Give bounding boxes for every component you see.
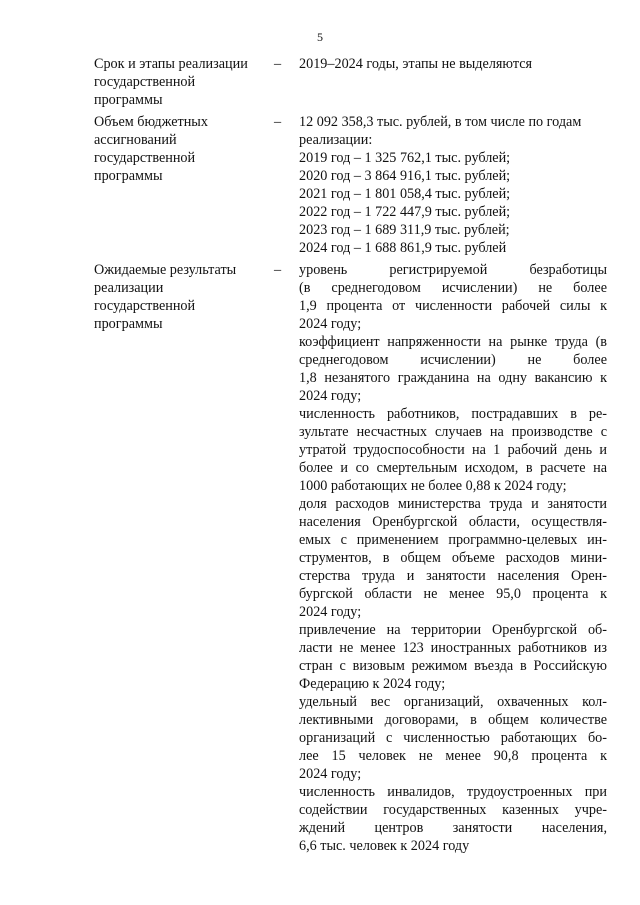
value-line: населения Оренбургской области, осуществля- xyxy=(299,514,607,530)
value-line: коэффициент напряженности на рынке труда (в xyxy=(299,334,607,350)
label-line: Объем бюджетных xyxy=(94,114,208,130)
value-line: удельный вес организаций, охваченных кол- xyxy=(299,694,607,710)
value-line: численность инвалидов, трудоустроенных при xyxy=(299,784,607,800)
value-line: реализации: xyxy=(299,132,373,148)
value-line: стран с визовым режимом въезда в Российскую xyxy=(299,658,607,674)
value-line: струментов, в общем объеме расходов мини- xyxy=(299,550,607,566)
value-line: среднегодовом исчислении) не более xyxy=(299,352,607,368)
row-label xyxy=(94,261,266,333)
row-dash: – xyxy=(274,56,282,72)
value-line: стерства труда и занятости населения Орен- xyxy=(299,568,607,584)
value-line: более и со смертельным исходом, в расчете на xyxy=(299,460,607,476)
label-line: реализации xyxy=(94,280,164,296)
row-value xyxy=(299,113,607,257)
value-line: 2021 год – 1 801 058,4 тыс. рублей; xyxy=(299,186,511,202)
value-line: численность работников, пострадавших в ре- xyxy=(299,406,607,422)
value-line: Федерацию к 2024 году; xyxy=(299,676,446,692)
row-label xyxy=(94,113,266,185)
label-line: программы xyxy=(94,92,163,108)
value-line: привлечение на территории Оренбургской об- xyxy=(299,622,607,638)
value-line: 2019–2024 годы, этапы не выделяются xyxy=(299,56,533,72)
value-line: ласти не менее 123 иностранных работников из xyxy=(299,640,607,656)
value-line: содействии государственных казенных учре- xyxy=(299,802,607,818)
value-line: 6,6 тыс. человек к 2024 году xyxy=(299,838,470,854)
label-line: государственной xyxy=(94,150,196,166)
value-line: 2022 год – 1 722 447,9 тыс. рублей; xyxy=(299,204,511,220)
value-line: уровень регистрируемой безработицы xyxy=(299,262,607,278)
value-line: 2024 год – 1 688 861,9 тыс. рублей xyxy=(299,240,507,256)
value-line: лее 15 человек не менее 90,8 процента к xyxy=(299,748,607,764)
label-line: ассигнований xyxy=(94,132,177,148)
value-line: 2024 году; xyxy=(299,388,362,404)
value-line: 1000 работающих не более 0,88 к 2024 году; xyxy=(299,478,567,494)
value-line: емых с применением программно-целевых ин- xyxy=(299,532,607,548)
value-line: 2020 год – 3 864 916,1 тыс. рублей; xyxy=(299,168,511,184)
value-line: 1,8 незанятого гражданина на одну вакансию к xyxy=(299,370,607,386)
row-value xyxy=(299,55,607,73)
label-line: государственной xyxy=(94,298,196,314)
value-line: лективными договорами, в общем количестве xyxy=(299,712,607,728)
value-line: 2024 году; xyxy=(299,604,362,620)
label-line: программы xyxy=(94,316,163,332)
value-line: 2024 году; xyxy=(299,766,362,782)
value-line: зультате несчастных случаев на производстве с xyxy=(299,424,607,440)
row-value xyxy=(299,261,607,855)
value-line: доля расходов министерства труда и занятости xyxy=(299,496,607,512)
value-line: бургской области не менее 95,0 процента к xyxy=(299,586,607,602)
value-line: организаций с численностью работающих бо- xyxy=(299,730,607,746)
label-line: государственной xyxy=(94,74,196,90)
row-dash: – xyxy=(274,262,282,278)
row-label xyxy=(94,55,266,109)
value-line: 2024 году; xyxy=(299,316,362,332)
label-line: Срок и этапы реализации xyxy=(94,56,248,72)
page-number: 5 xyxy=(317,30,323,44)
value-line: 12 092 358,3 тыс. рублей, в том числе по годам xyxy=(299,114,582,130)
label-line: программы xyxy=(94,168,163,184)
label-line: Ожидаемые результаты xyxy=(94,262,237,278)
row-dash: – xyxy=(274,114,282,130)
value-line: 2019 год – 1 325 762,1 тыс. рублей; xyxy=(299,150,511,166)
value-line: 2023 год – 1 689 311,9 тыс. рублей; xyxy=(299,222,510,238)
value-line: 1,9 процента от численности рабочей силы к xyxy=(299,298,607,314)
value-line: (в среднегодовом исчислении) не более xyxy=(299,280,607,296)
value-line: утратой трудоспособности на 1 рабочий день и xyxy=(299,442,607,458)
value-line: ждений центров занятости населения, xyxy=(299,820,607,836)
